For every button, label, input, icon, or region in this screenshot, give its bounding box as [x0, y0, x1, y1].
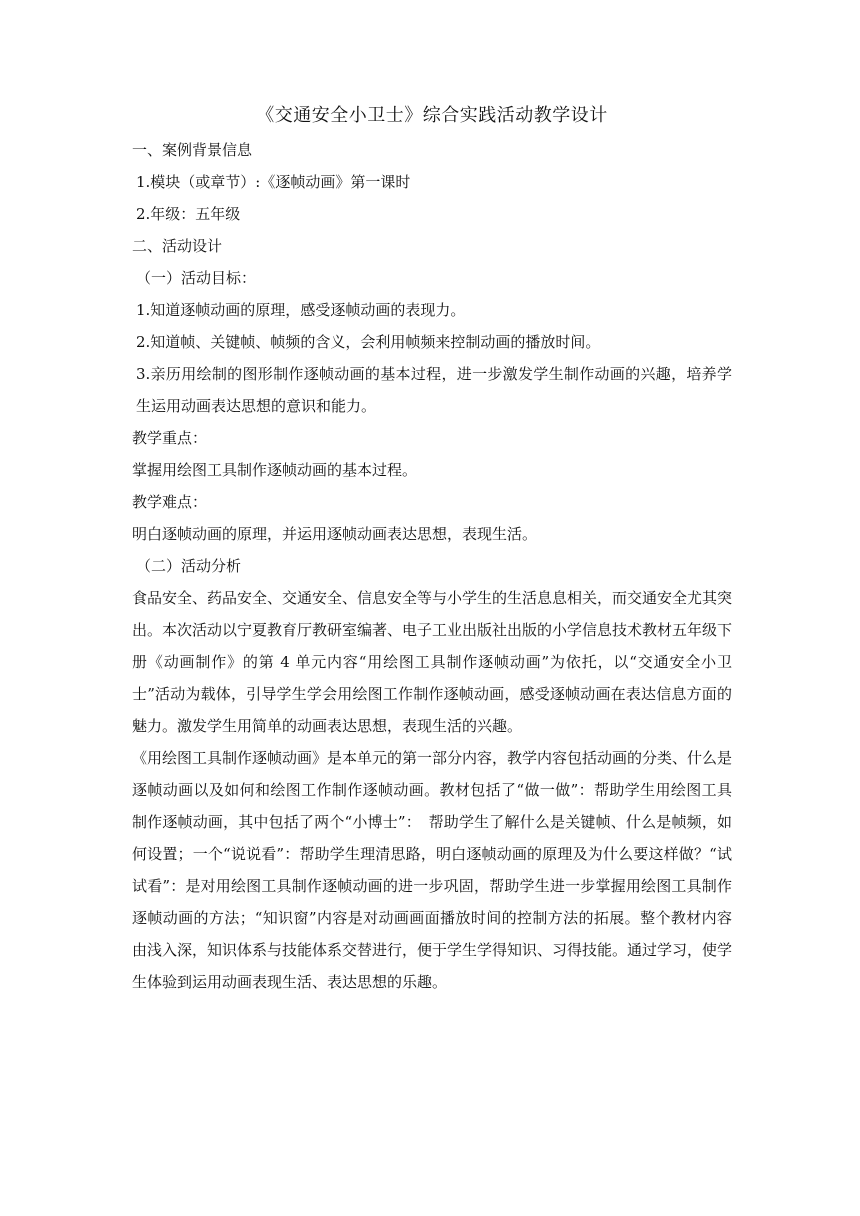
- analysis-paragraph-2-wrap: [132, 742, 732, 998]
- key-point-text: 掌握用绘图工具制作逐帧动画的基本过程。: [132, 461, 418, 479]
- goal-item-1: 1.知道逐帧动画的原理，感受逐帧动画的表现力。: [136, 301, 466, 319]
- document-body: [132, 102, 732, 998]
- document-title: 《交通安全小卫士》综合实践活动教学设计: [256, 105, 608, 126]
- module-line: 1.模块（或章节）:《逐帧动画》第一课时: [136, 173, 411, 191]
- goal-item-2: 2.知道帧、关键帧、帧频的含义，会利用帧频来控制动画的播放时间。: [136, 333, 601, 351]
- goal-item-3: 3.亲历用绘制的图形制作逐帧动画的基本过程，进一步激发学生制作动画的兴趣，培养学生运用动画表达思想的意识和能力。: [136, 365, 732, 415]
- subheading-activity-goals: （一）活动目标：: [136, 269, 257, 287]
- difficulty-text: 明白逐帧动画的原理，并运用逐帧动画表达思想，表现生活。: [132, 525, 538, 543]
- difficulty-label: 教学难点：: [132, 493, 208, 511]
- analysis-paragraph-2: 《用绘图工具制作逐帧动画》是本单元的第一部分内容，教学内容包括动画的分类、什么是逐帧动画以及如何和绘图工作制作逐帧动画。教材包括了“做一做”：帮助学生用绘图工具制作逐帧动画，其中包括了两个“小博士”： 帮助学生了解什么是关键帧、什么是帧频，如何设置；一个“说说看”：帮助学生理清思路，明白逐帧动画的原理及为什么要这样做？“试试看”：是对用绘图工具制作逐帧动画的进一步巩固，帮助学生进一步掌握用绘图工具制作逐帧动画的方法；“知识窗”内容是对动画画面播放时间的控制方法的拓展。整个教材内容由浅入深，知识体系与技能体系交替进行，便于学生学得知识、习得技能。通过学习，使学生体验到运用动画表现生活、表达思想的乐趣。: [132, 749, 733, 991]
- grade-line: 2.年级：五年级: [136, 205, 241, 223]
- section-heading-background: 一、案例背景信息: [132, 141, 253, 159]
- section-heading-activity-design: 二、活动设计: [132, 237, 223, 255]
- goal-item-3-wrap: [132, 358, 732, 422]
- subheading-activity-analysis: （二）活动分析: [136, 557, 242, 575]
- analysis-paragraph-1: 食品安全、药品安全、交通安全、信息安全等与小学生的生活息息相关，而交通安全尤其突出。本次活动以宁夏教育厅教研室编著、电子工业出版社出版的小学信息技术教材五年级下册《动画制作》的第 4 单元内容“用绘图工具制作逐帧动画”为依托，以“交通安全小卫士”活动为载体，引导学生学会用绘图工作制作逐帧动画，感受逐帧动画在表达信息方面的魅力。激发学生用简单的动画表达思想，表现生活的兴趣。: [132, 589, 733, 735]
- key-point-label: 教学重点：: [132, 429, 208, 447]
- analysis-paragraph-1-wrap: [132, 582, 732, 742]
